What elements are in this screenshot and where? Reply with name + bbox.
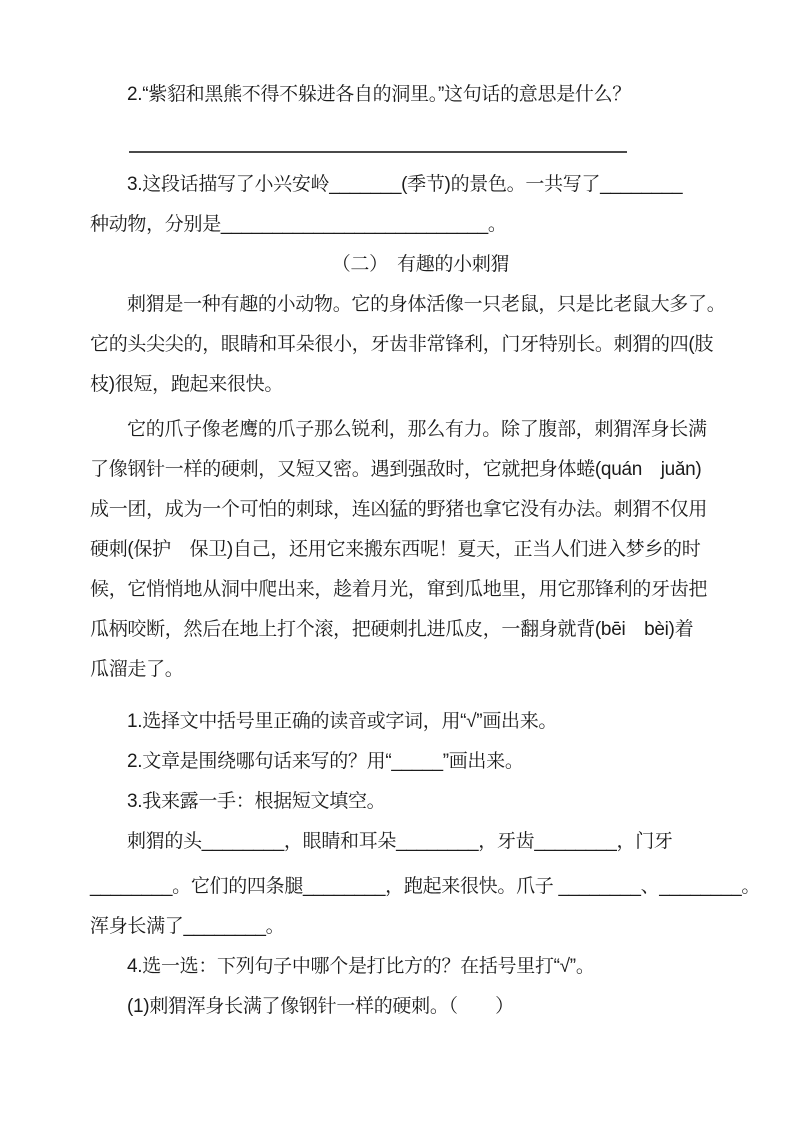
section1-question-3-line-2: 种动物，分别是__________________________。 xyxy=(90,214,507,235)
fill-blank-line: 刺猬的头________，眼睛和耳朵________，牙齿________，门牙 xyxy=(127,831,673,852)
passage-para2-line: 瓜柄咬断，然后在地上打个滚，把硬刺扎进瓜皮，一翻身就背(bēi bèi)着 xyxy=(90,619,694,640)
section1-question-3-line-1: 3.这段话描写了小兴安岭_______(季节)的景色。一共写了________ xyxy=(127,174,683,195)
passage-para2-line: 它的爪子像老鹰的爪子那么锐利，那么有力。除了腹部，刺猬浑身长满 xyxy=(127,419,707,440)
passage-para1-line: 刺猬是一种有趣的小动物。它的身体活像一只老鼠，只是比老鼠大多了。 xyxy=(127,294,726,315)
section2-question-1: 1.选择文中括号里正确的读音或字词，用“√”画出来。 xyxy=(127,711,558,732)
passage-para2-line: 硬刺(保护 保卫)自己，还用它来搬东西呢！夏天，正当人们进入梦乡的时 xyxy=(90,539,701,560)
answer-blank-line xyxy=(129,115,627,153)
section1-question-2: 2.“紫貂和黑熊不得不躲进各自的洞里。”这句话的意思是什么？ xyxy=(127,84,632,105)
passage-para1-line: 它的头尖尖的，眼睛和耳朵很小，牙齿非常锋利，门牙特别长。刺猬的四(肢 xyxy=(90,334,714,355)
fill-blank-line: 浑身长满了________。 xyxy=(90,916,285,937)
passage-para1-line: 枝)很短，跑起来很快。 xyxy=(90,374,284,395)
passage-para2-line: 了像钢针一样的硬刺，又短又密。遇到强敌时，它就把身体蜷(quán juǎn) xyxy=(90,459,702,480)
fill-blank-line: ________。它们的四条腿________，跑起来很快。爪子 ________、________。 xyxy=(90,876,761,897)
section2-question-4-item-1: (1)刺猬浑身长满了像钢针一样的硬刺。（ ） xyxy=(127,996,514,1017)
section2-title: （二） 有趣的小刺猬 xyxy=(331,254,510,275)
passage-para2-line: 候，它悄悄地从洞中爬出来，趁着月光，窜到瓜地里，用它那锋利的牙齿把 xyxy=(90,579,708,600)
section2-question-3: 3.我来露一手：根据短文填空。 xyxy=(127,791,386,812)
passage-para2-line: 成一团，成为一个可怕的刺球，连凶猛的野猪也拿它没有办法。刺猬不仅用 xyxy=(90,499,708,520)
passage-para2-line: 瓜溜走了。 xyxy=(90,659,184,680)
section2-question-4: 4.选一选：下列句子中哪个是打比方的？在括号里打“√”。 xyxy=(127,956,595,977)
section2-question-2: 2.文章是围绕哪句话来写的？用“_____”画出来。 xyxy=(127,751,524,772)
